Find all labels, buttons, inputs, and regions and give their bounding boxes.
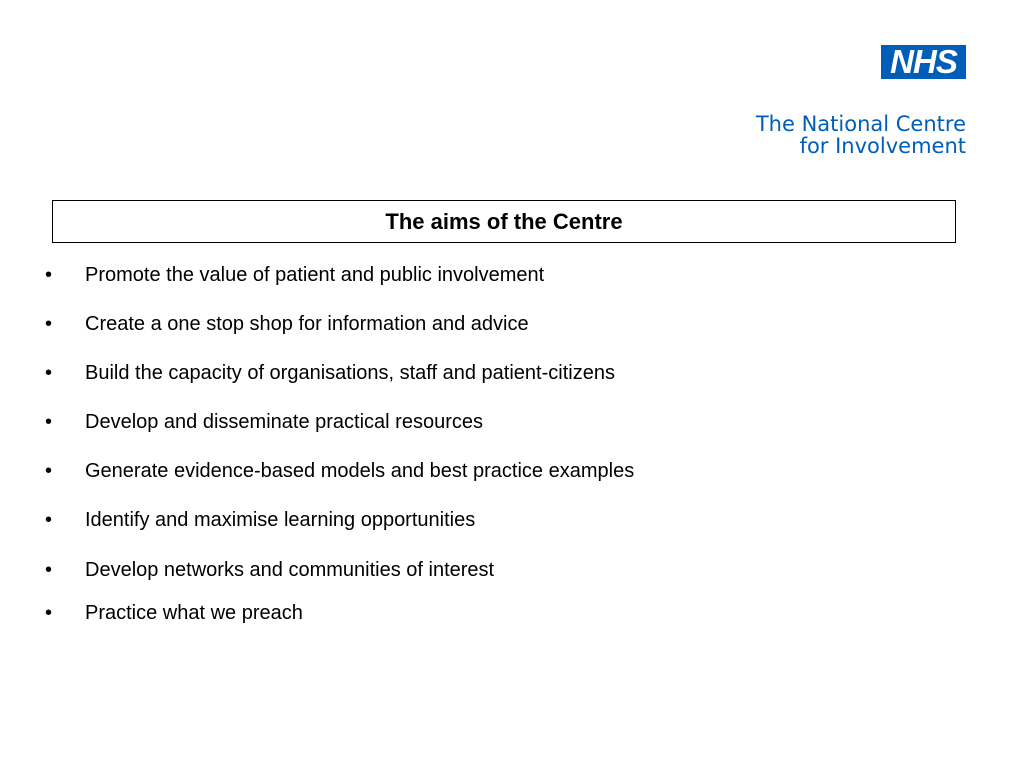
aim-item — [45, 558, 494, 582]
title-box — [52, 200, 956, 243]
aim-item — [45, 508, 475, 532]
aim-text: Identify and maximise learning opportunities — [85, 509, 476, 531]
bullet-icon: • — [45, 559, 53, 581]
organisation-name-line-2: for Involvement — [799, 134, 966, 158]
organisation-name-line-1: The National Centre — [755, 112, 966, 136]
aim-text: Practice what we preach — [85, 602, 303, 624]
aim-text: Develop and disseminate practical resources — [85, 411, 483, 433]
bullet-icon: • — [45, 313, 53, 335]
bullet-icon: • — [45, 460, 53, 482]
aim-item — [45, 459, 634, 483]
aim-item — [45, 410, 483, 434]
aim-item — [45, 263, 544, 287]
aim-item — [45, 312, 529, 336]
bullet-icon: • — [45, 509, 53, 531]
aim-text: Create a one stop shop for information and advice — [85, 313, 529, 335]
aim-text: Develop networks and communities of interest — [85, 559, 495, 581]
aim-item — [45, 361, 615, 385]
aim-item — [45, 601, 303, 625]
aim-text: Promote the value of patient and public involvement — [85, 264, 545, 286]
bullet-icon: • — [45, 264, 53, 286]
aim-text: Build the capacity of organisations, staff and patient-citizens — [85, 362, 615, 384]
bullet-icon: • — [45, 411, 53, 433]
bullet-icon: • — [45, 602, 53, 624]
nhs-logo: NHS — [881, 45, 966, 79]
organisation-name — [756, 113, 966, 157]
page-title: The aims of the Centre — [385, 208, 623, 234]
bullet-icon: • — [45, 362, 53, 384]
aim-text: Generate evidence-based models and best practice examples — [85, 460, 635, 482]
